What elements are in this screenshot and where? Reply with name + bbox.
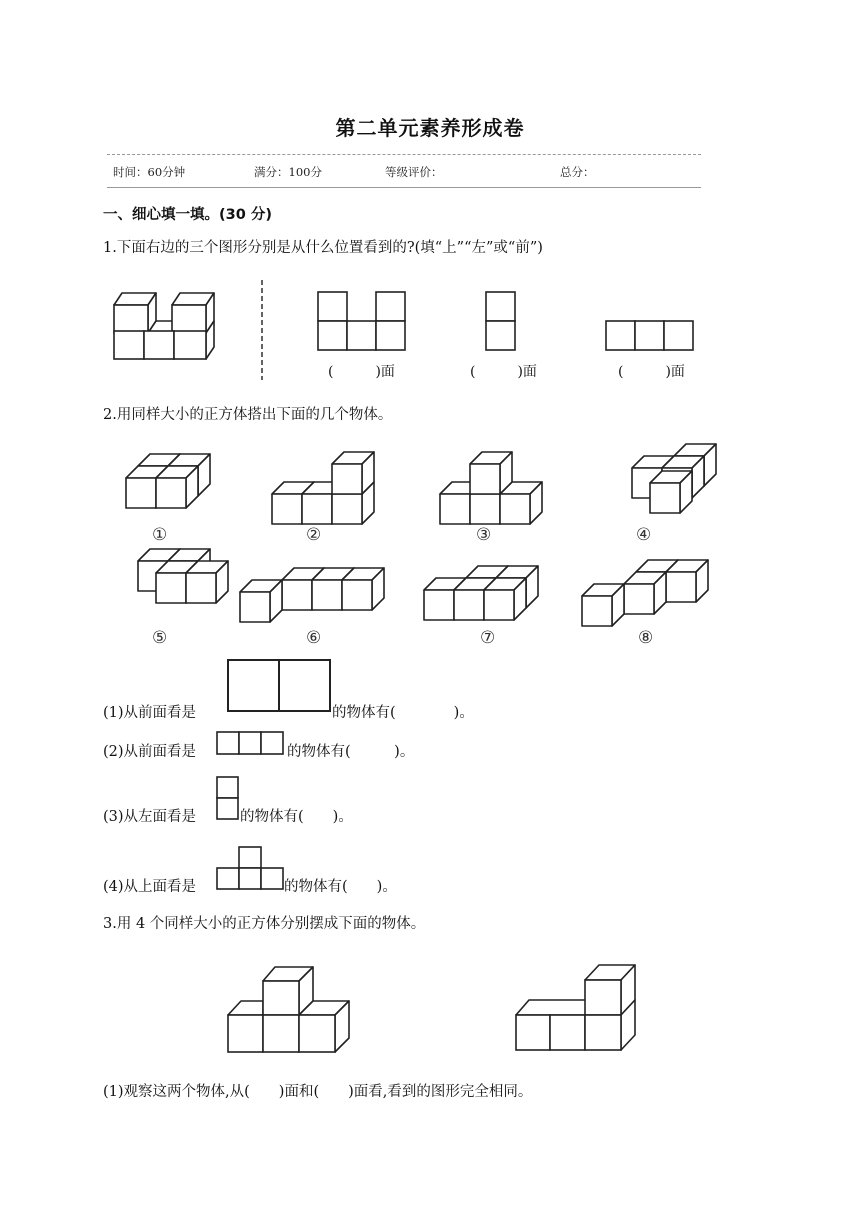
question-3-text: 3.用 4 个同样大小的正方体分别摆成下面的物体。 <box>103 916 426 932</box>
fig5-cube-2-front <box>156 573 186 603</box>
fig6-cube-2-front <box>342 580 372 610</box>
fig6-cube-3-front <box>240 592 270 622</box>
q2-label-5: ⑤ <box>152 628 168 648</box>
info-total: 总分： <box>560 165 595 179</box>
q1-blank-c[interactable]: ( )面 <box>618 364 685 380</box>
q2-sub3-suffix[interactable]: 的物体有( )。 <box>240 809 353 825</box>
q2-label-1: ① <box>152 525 168 545</box>
fig6-cube-1-front <box>312 580 342 610</box>
q2-sub1-suffix[interactable]: 的物体有( )。 <box>332 705 474 721</box>
q1-blank-b[interactable]: ( )面 <box>470 364 537 380</box>
fig2-cube-3-front <box>332 464 362 494</box>
fig1-cube-3-front <box>156 478 186 508</box>
fig2-cube-0-front <box>272 494 302 524</box>
fig8-cube-1-front <box>666 572 696 602</box>
section-heading: 一、细心填一填。(30 分) <box>103 207 272 223</box>
q1-blank-a[interactable]: ( )面 <box>328 364 395 380</box>
info-score: 满分：100分 <box>254 165 322 179</box>
q3-solid-a-cubes <box>228 967 349 1052</box>
q2-sub1-shape <box>226 658 332 714</box>
fig8-cube-3-front <box>582 596 612 626</box>
fig1-cube-2-front <box>126 478 156 508</box>
q2-label-4: ④ <box>636 525 652 545</box>
q2-sub4-shape <box>216 846 284 892</box>
q2-sub3-prefix: (3)从左面看是 <box>103 809 197 825</box>
fig7-cube-2-front <box>424 590 454 620</box>
fig8-cube-2-front <box>624 584 654 614</box>
q2-sub1-prefix: (1)从前面看是 <box>103 705 197 721</box>
fig3-cube-2-front <box>500 494 530 524</box>
fig3-cube-3-front <box>470 464 500 494</box>
q2-label-6: ⑥ <box>306 628 322 648</box>
fig2-cube-2-front <box>332 494 362 524</box>
fig4-cube-3-front <box>650 483 680 513</box>
q2-sub4-suffix[interactable]: 的物体有( )。 <box>284 879 397 895</box>
q3-solid-b <box>513 962 643 1056</box>
q3-sub1-text[interactable]: (1)观察这两个物体,从( )面和( )面看,看到的图形完全相同。 <box>103 1084 533 1100</box>
page-title: 第二单元素养形成卷 <box>335 116 525 140</box>
fig6-cube-0-front <box>282 580 312 610</box>
fig5-cube-3-front <box>186 573 216 603</box>
q2-label-3: ③ <box>476 525 492 545</box>
fig3-cube-0-front <box>440 494 470 524</box>
q3-solid-b-cubes <box>516 965 635 1050</box>
q2-sub2-suffix[interactable]: 的物体有( )。 <box>287 744 415 760</box>
fig3-cube-1-front <box>470 494 500 524</box>
q2-label-8: ⑧ <box>638 628 654 648</box>
q2-label-2: ② <box>306 525 322 545</box>
question-1-text: 1.下面右边的三个图形分别是从什么位置看到的?(填“上”“左”或“前”) <box>103 240 543 256</box>
q3-solid-a <box>225 964 355 1056</box>
info-grade: 等级评价： <box>385 165 443 179</box>
q2-sub2-prefix: (2)从前面看是 <box>103 744 197 760</box>
fig7-cube-3-front <box>454 590 484 620</box>
q2-label-7: ⑦ <box>480 628 496 648</box>
fig2-cube-1-front <box>302 494 332 524</box>
q2-sub2-shape <box>216 731 286 757</box>
q2-sub4-prefix: (4)从上面看是 <box>103 879 197 895</box>
q2-sub3-shape <box>216 776 242 822</box>
fig7-cube-4-front <box>484 590 514 620</box>
question-2-text: 2.用同样大小的正方体搭出下面的几个物体。 <box>103 407 393 423</box>
info-time: 时间：60分钟 <box>113 165 186 179</box>
